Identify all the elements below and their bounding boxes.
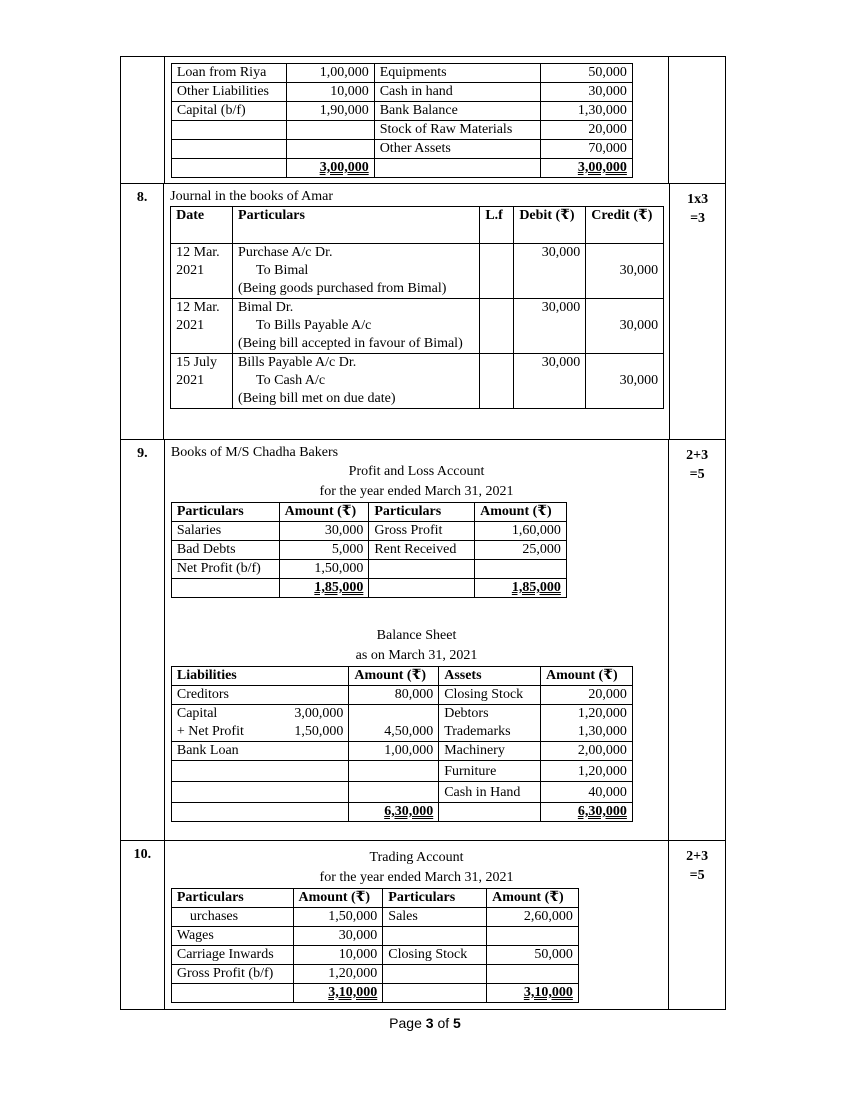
pl-subtitle: for the year ended March 31, 2021 bbox=[319, 484, 514, 499]
asset-name: Machinery bbox=[439, 742, 541, 761]
entry-debit-account: Bills Payable A/c Dr. bbox=[238, 355, 357, 370]
entry-debit-account: Bimal Dr. bbox=[238, 300, 294, 315]
debit-amount: 10,000 bbox=[293, 946, 383, 965]
marks-total: =3 bbox=[690, 211, 706, 226]
table-row bbox=[171, 64, 632, 83]
liability-name: Loan from Riya bbox=[171, 64, 286, 83]
total-left: 1,85,000 bbox=[314, 580, 364, 595]
entry-credit-account: To Bimal bbox=[256, 263, 309, 278]
credit-amount: 50,000 bbox=[487, 946, 579, 965]
table-row bbox=[171, 782, 632, 803]
table-row bbox=[171, 946, 578, 965]
total-row bbox=[171, 579, 566, 598]
entry-debit-amount: 30,000 bbox=[514, 244, 586, 299]
marks-cell bbox=[670, 184, 725, 439]
asset-name: Debtors bbox=[444, 706, 489, 721]
balance-sheet-table bbox=[171, 666, 633, 822]
row-q10 bbox=[120, 841, 726, 1010]
liability-amount: 1,90,000 bbox=[286, 102, 374, 121]
bs-title: Balance Sheet bbox=[376, 628, 457, 643]
marks-allocation: 1x3 bbox=[687, 192, 709, 207]
liability-amount bbox=[286, 121, 374, 140]
table-row bbox=[171, 705, 632, 742]
table-row bbox=[171, 102, 632, 121]
asset-amount: 1,30,000 bbox=[577, 724, 627, 739]
table-row bbox=[171, 761, 632, 782]
liability-name bbox=[171, 121, 286, 140]
row-q8 bbox=[120, 184, 726, 440]
credit-amount bbox=[475, 560, 567, 579]
row-q9 bbox=[120, 440, 726, 841]
header-amount: Amount (₹) bbox=[487, 889, 579, 908]
asset-name: Furniture bbox=[439, 761, 541, 782]
bs-subtitle: as on March 31, 2021 bbox=[355, 648, 478, 663]
table-row bbox=[171, 83, 632, 102]
debit-item: Net Profit (b/f) bbox=[171, 560, 279, 579]
question-number: 9. bbox=[121, 440, 165, 840]
capital-total: 4,50,000 bbox=[349, 705, 439, 742]
asset-amount: 70,000 bbox=[540, 140, 632, 159]
table-row bbox=[171, 927, 578, 946]
liability-name: Capital (b/f) bbox=[171, 102, 286, 121]
liability-amount: 80,000 bbox=[349, 686, 439, 705]
liability-amount: 1,00,000 bbox=[286, 64, 374, 83]
journal-header-row bbox=[171, 207, 664, 244]
total-row bbox=[171, 803, 632, 822]
credit-amount: 2,60,000 bbox=[487, 908, 579, 927]
header-liabilities: Liabilities bbox=[171, 667, 349, 686]
table-row bbox=[171, 908, 578, 927]
row-q7-continued bbox=[120, 56, 726, 184]
credit-amount bbox=[487, 927, 579, 946]
entry-credit-account: To Bills Payable A/c bbox=[256, 318, 372, 333]
journal-entry bbox=[171, 299, 664, 354]
header-date: Date bbox=[171, 207, 233, 244]
total-right: 3,10,000 bbox=[523, 985, 573, 1000]
marks-cell bbox=[669, 57, 725, 183]
debit-amount: 1,50,000 bbox=[293, 908, 383, 927]
header-amount: Amount (₹) bbox=[475, 503, 567, 522]
journal-entry bbox=[171, 354, 664, 409]
asset-name: Trademarks bbox=[444, 724, 511, 739]
total-left: 3,00,000 bbox=[319, 160, 369, 175]
asset-name: Cash in Hand bbox=[439, 782, 541, 803]
entry-debit-account: Purchase A/c Dr. bbox=[238, 245, 333, 260]
marks-cell bbox=[669, 841, 725, 1009]
asset-name: Closing Stock bbox=[439, 686, 541, 705]
net-profit-label: + Net Profit bbox=[176, 724, 244, 739]
q9-heading: Books of M/S Chadha Bakers bbox=[170, 445, 339, 460]
credit-amount: 1,60,000 bbox=[475, 522, 567, 541]
entry-credit-amount: 30,000 bbox=[586, 244, 664, 299]
asset-name: Bank Balance bbox=[374, 102, 540, 121]
entry-credit-account: To Cash A/c bbox=[256, 373, 326, 388]
liability-amount: 1,00,000 bbox=[349, 742, 439, 761]
credit-item bbox=[383, 927, 487, 946]
table-row bbox=[171, 742, 632, 761]
header-particulars: Particulars bbox=[369, 503, 475, 522]
asset-amount: 40,000 bbox=[541, 782, 633, 803]
liability-name: Other Liabilities bbox=[171, 83, 286, 102]
page-total: 5 bbox=[453, 1015, 461, 1031]
marks-cell bbox=[669, 440, 725, 840]
trading-subtitle: for the year ended March 31, 2021 bbox=[319, 870, 514, 885]
marks-total: =5 bbox=[689, 868, 705, 883]
pl-header-row bbox=[171, 503, 566, 522]
asset-amount: 50,000 bbox=[540, 64, 632, 83]
q8-heading: Journal in the books of Amar bbox=[170, 189, 334, 204]
asset-amount: 30,000 bbox=[540, 83, 632, 102]
credit-item: Closing Stock bbox=[383, 946, 487, 965]
header-lf: L.f bbox=[480, 207, 514, 244]
asset-name: Other Assets bbox=[374, 140, 540, 159]
marks-allocation: 2+3 bbox=[686, 849, 709, 864]
question-number-cell bbox=[121, 57, 165, 183]
header-particulars: Particulars bbox=[171, 503, 279, 522]
header-amount: Amount (₹) bbox=[541, 667, 633, 686]
entry-credit-amount: 30,000 bbox=[586, 299, 664, 354]
liability-amount bbox=[286, 140, 374, 159]
journal-table bbox=[170, 206, 664, 409]
answer-sheet bbox=[120, 56, 726, 1010]
table-row bbox=[171, 121, 632, 140]
entry-narration: (Being goods purchased from Bimal) bbox=[238, 281, 447, 296]
pl-title: Profit and Loss Account bbox=[348, 464, 485, 479]
asset-name: Cash in hand bbox=[374, 83, 540, 102]
debit-amount: 1,20,000 bbox=[293, 965, 383, 984]
header-amount: Amount (₹) bbox=[279, 503, 369, 522]
entry-narration: (Being bill met on due date) bbox=[238, 391, 396, 406]
question-number: 8. bbox=[121, 184, 164, 439]
credit-item: Sales bbox=[383, 908, 487, 927]
q10-content bbox=[165, 841, 669, 1009]
debit-amount: 1,50,000 bbox=[279, 560, 369, 579]
journal-entry bbox=[171, 244, 664, 299]
credit-item: Gross Profit bbox=[369, 522, 475, 541]
credit-item bbox=[383, 965, 487, 984]
header-particulars: Particulars bbox=[171, 889, 293, 908]
header-assets: Assets bbox=[439, 667, 541, 686]
debit-amount: 30,000 bbox=[279, 522, 369, 541]
liability-name: Bank Loan bbox=[171, 742, 349, 761]
entry-date: 12 Mar. 2021 bbox=[171, 299, 233, 354]
total-right: 3,00,000 bbox=[577, 160, 627, 175]
entry-narration: (Being bill accepted in favour of Bimal) bbox=[238, 336, 463, 351]
debit-item: Wages bbox=[171, 927, 293, 946]
capital-amount: 3,00,000 bbox=[294, 706, 344, 721]
trading-title: Trading Account bbox=[369, 850, 464, 865]
debit-amount: 5,000 bbox=[279, 541, 369, 560]
debit-item: Bad Debts bbox=[171, 541, 279, 560]
credit-item bbox=[369, 560, 475, 579]
table-row bbox=[171, 541, 566, 560]
total-right: 6,30,000 bbox=[577, 804, 627, 819]
debit-amount: 30,000 bbox=[293, 927, 383, 946]
table-row bbox=[171, 140, 632, 159]
capital-label: Capital bbox=[176, 706, 218, 721]
debit-item: Carriage Inwards bbox=[171, 946, 293, 965]
page-footer bbox=[0, 1015, 850, 1031]
bs-header-row bbox=[171, 667, 632, 686]
credit-amount bbox=[487, 965, 579, 984]
entry-credit-amount: 30,000 bbox=[586, 354, 664, 409]
entry-debit-amount: 30,000 bbox=[514, 299, 586, 354]
asset-amount: 1,20,000 bbox=[577, 706, 627, 721]
liability-name bbox=[171, 140, 286, 159]
total-right: 1,85,000 bbox=[511, 580, 561, 595]
asset-name: Equipments bbox=[374, 64, 540, 83]
liability-name: Creditors bbox=[171, 686, 349, 705]
header-debit: Debit (₹) bbox=[514, 207, 586, 244]
page-number: 3 bbox=[425, 1015, 434, 1031]
header-particulars: Particulars bbox=[383, 889, 487, 908]
total-left: 6,30,000 bbox=[384, 804, 434, 819]
q7-content bbox=[165, 57, 669, 183]
entry-date: 15 July 2021 bbox=[171, 354, 233, 409]
table-row bbox=[171, 560, 566, 579]
table-row bbox=[171, 522, 566, 541]
debit-item: Salaries bbox=[171, 522, 279, 541]
total-left: 3,10,000 bbox=[328, 985, 378, 1000]
total-row bbox=[171, 159, 632, 178]
q7-balance-sheet bbox=[171, 63, 633, 178]
profit-loss-table bbox=[171, 502, 567, 598]
question-number: 10. bbox=[121, 841, 165, 1009]
marks-allocation: 2+3 bbox=[686, 448, 709, 463]
trading-table bbox=[171, 888, 579, 1003]
debit-item: Gross Profit (b/f) bbox=[171, 965, 293, 984]
net-profit-amount: 1,50,000 bbox=[294, 724, 344, 739]
q8-content bbox=[164, 184, 670, 439]
asset-amount: 2,00,000 bbox=[541, 742, 633, 761]
liability-amount: 10,000 bbox=[286, 83, 374, 102]
credit-amount: 25,000 bbox=[475, 541, 567, 560]
total-row bbox=[171, 984, 578, 1003]
table-row bbox=[171, 686, 632, 705]
page-label: Page bbox=[389, 1015, 426, 1031]
table-row bbox=[171, 965, 578, 984]
header-particulars: Particulars bbox=[233, 207, 480, 244]
q9-content bbox=[165, 440, 669, 840]
debit-item: urchases bbox=[171, 908, 293, 927]
page-of-label: of bbox=[433, 1015, 454, 1031]
asset-amount: 1,20,000 bbox=[541, 761, 633, 782]
trading-header-row bbox=[171, 889, 578, 908]
header-credit: Credit (₹) bbox=[586, 207, 664, 244]
header-amount: Amount (₹) bbox=[293, 889, 383, 908]
header-amount: Amount (₹) bbox=[349, 667, 439, 686]
asset-amount: 1,30,000 bbox=[540, 102, 632, 121]
entry-debit-amount: 30,000 bbox=[514, 354, 586, 409]
asset-amount: 20,000 bbox=[540, 121, 632, 140]
marks-total: =5 bbox=[689, 467, 705, 482]
entry-date: 12 Mar. 2021 bbox=[171, 244, 233, 299]
asset-amount: 20,000 bbox=[541, 686, 633, 705]
asset-name: Stock of Raw Materials bbox=[374, 121, 540, 140]
credit-item: Rent Received bbox=[369, 541, 475, 560]
